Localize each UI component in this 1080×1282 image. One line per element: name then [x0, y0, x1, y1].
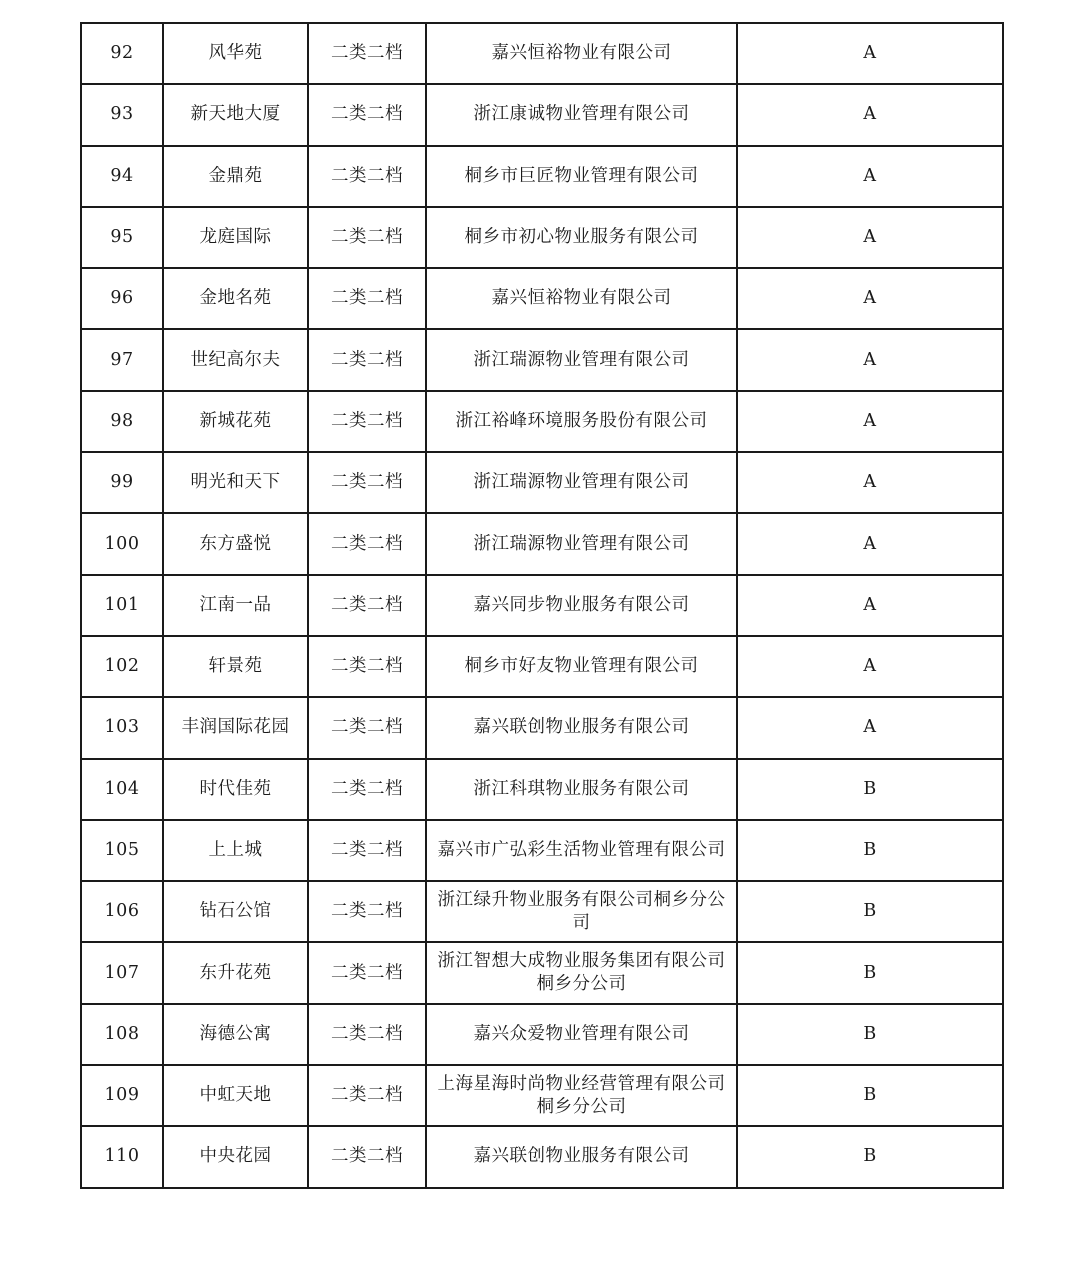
- service-class-cell: 二类二档: [308, 84, 426, 145]
- property-company-cell: 嘉兴联创物业服务有限公司: [426, 697, 737, 758]
- community-name-cell: 东升花苑: [163, 942, 308, 1003]
- table-row: [81, 513, 1003, 574]
- rating-grade-cell: A: [737, 23, 1003, 84]
- row-number-cell: 93: [81, 84, 163, 145]
- property-company-cell: 浙江康诚物业管理有限公司: [426, 84, 737, 145]
- service-class-cell: 二类二档: [308, 268, 426, 329]
- service-class-cell: 二类二档: [308, 1065, 426, 1126]
- table-row: [81, 329, 1003, 390]
- community-name-cell: 金地名苑: [163, 268, 308, 329]
- row-number-cell: 110: [81, 1126, 163, 1187]
- rating-grade-cell: B: [737, 942, 1003, 1003]
- table-row: [81, 1004, 1003, 1065]
- service-class-cell: 二类二档: [308, 23, 426, 84]
- community-name-cell: 中虹天地: [163, 1065, 308, 1126]
- row-number-cell: 109: [81, 1065, 163, 1126]
- table-row: [81, 268, 1003, 329]
- row-number-cell: 101: [81, 575, 163, 636]
- rating-grade-cell: A: [737, 513, 1003, 574]
- community-name-cell: 时代佳苑: [163, 759, 308, 820]
- service-class-cell: 二类二档: [308, 575, 426, 636]
- rating-grade-cell: A: [737, 575, 1003, 636]
- row-number-cell: 95: [81, 207, 163, 268]
- property-company-cell: 浙江瑞源物业管理有限公司: [426, 452, 737, 513]
- community-name-cell: 新城花苑: [163, 391, 308, 452]
- row-number-cell: 98: [81, 391, 163, 452]
- table-row: [81, 820, 1003, 881]
- property-company-cell: 嘉兴恒裕物业有限公司: [426, 23, 737, 84]
- community-name-cell: 丰润国际花园: [163, 697, 308, 758]
- property-company-cell: 浙江绿升物业服务有限公司桐乡分公司: [426, 881, 737, 942]
- row-number-cell: 103: [81, 697, 163, 758]
- community-name-cell: 上上城: [163, 820, 308, 881]
- row-number-cell: 108: [81, 1004, 163, 1065]
- row-number-cell: 107: [81, 942, 163, 1003]
- rating-grade-cell: A: [737, 452, 1003, 513]
- table-row: [81, 452, 1003, 513]
- service-class-cell: 二类二档: [308, 146, 426, 207]
- service-class-cell: 二类二档: [308, 881, 426, 942]
- rating-grade-cell: B: [737, 820, 1003, 881]
- property-company-cell: 嘉兴众爱物业管理有限公司: [426, 1004, 737, 1065]
- table-row: [81, 636, 1003, 697]
- table-row: [81, 391, 1003, 452]
- community-name-cell: 钻石公馆: [163, 881, 308, 942]
- table-row: [81, 23, 1003, 84]
- community-name-cell: 明光和天下: [163, 452, 308, 513]
- rating-grade-cell: A: [737, 146, 1003, 207]
- rating-grade-cell: A: [737, 207, 1003, 268]
- property-company-cell: 嘉兴市广弘彩生活物业管理有限公司: [426, 820, 737, 881]
- rating-grade-cell: B: [737, 759, 1003, 820]
- community-name-cell: 龙庭国际: [163, 207, 308, 268]
- property-company-cell: 浙江瑞源物业管理有限公司: [426, 329, 737, 390]
- rating-grade-cell: A: [737, 84, 1003, 145]
- service-class-cell: 二类二档: [308, 513, 426, 574]
- property-company-cell: 桐乡市巨匠物业管理有限公司: [426, 146, 737, 207]
- community-name-cell: 江南一品: [163, 575, 308, 636]
- row-number-cell: 100: [81, 513, 163, 574]
- property-rating-table-container: [80, 22, 1002, 1189]
- rating-grade-cell: A: [737, 697, 1003, 758]
- community-name-cell: 金鼎苑: [163, 146, 308, 207]
- community-name-cell: 世纪高尔夫: [163, 329, 308, 390]
- service-class-cell: 二类二档: [308, 697, 426, 758]
- table-body: [81, 23, 1003, 1188]
- property-company-cell: 桐乡市好友物业管理有限公司: [426, 636, 737, 697]
- table-row: [81, 207, 1003, 268]
- row-number-cell: 102: [81, 636, 163, 697]
- property-company-cell: 浙江瑞源物业管理有限公司: [426, 513, 737, 574]
- service-class-cell: 二类二档: [308, 391, 426, 452]
- service-class-cell: 二类二档: [308, 452, 426, 513]
- service-class-cell: 二类二档: [308, 1004, 426, 1065]
- table-row: [81, 84, 1003, 145]
- service-class-cell: 二类二档: [308, 207, 426, 268]
- service-class-cell: 二类二档: [308, 759, 426, 820]
- rating-grade-cell: A: [737, 636, 1003, 697]
- rating-grade-cell: A: [737, 329, 1003, 390]
- rating-grade-cell: B: [737, 881, 1003, 942]
- service-class-cell: 二类二档: [308, 329, 426, 390]
- property-company-cell: 嘉兴联创物业服务有限公司: [426, 1126, 737, 1187]
- row-number-cell: 97: [81, 329, 163, 390]
- community-name-cell: 轩景苑: [163, 636, 308, 697]
- property-company-cell: 上海星海时尚物业经营管理有限公司桐乡分公司: [426, 1065, 737, 1126]
- table-row: [81, 1126, 1003, 1187]
- table-row: [81, 697, 1003, 758]
- table-row: [81, 575, 1003, 636]
- row-number-cell: 94: [81, 146, 163, 207]
- table-row: [81, 1065, 1003, 1126]
- rating-grade-cell: A: [737, 268, 1003, 329]
- rating-grade-cell: B: [737, 1126, 1003, 1187]
- rating-grade-cell: B: [737, 1004, 1003, 1065]
- table-row: [81, 759, 1003, 820]
- service-class-cell: 二类二档: [308, 820, 426, 881]
- property-company-cell: 浙江科琪物业服务有限公司: [426, 759, 737, 820]
- rating-grade-cell: A: [737, 391, 1003, 452]
- table-row: [81, 881, 1003, 942]
- service-class-cell: 二类二档: [308, 1126, 426, 1187]
- service-class-cell: 二类二档: [308, 942, 426, 1003]
- property-company-cell: 嘉兴恒裕物业有限公司: [426, 268, 737, 329]
- row-number-cell: 104: [81, 759, 163, 820]
- service-class-cell: 二类二档: [308, 636, 426, 697]
- property-company-cell: 浙江智想大成物业服务集团有限公司桐乡分公司: [426, 942, 737, 1003]
- row-number-cell: 96: [81, 268, 163, 329]
- property-company-cell: 嘉兴同步物业服务有限公司: [426, 575, 737, 636]
- table-row: [81, 942, 1003, 1003]
- property-company-cell: 桐乡市初心物业服务有限公司: [426, 207, 737, 268]
- community-name-cell: 风华苑: [163, 23, 308, 84]
- community-name-cell: 新天地大厦: [163, 84, 308, 145]
- property-rating-table: [80, 22, 1004, 1189]
- property-company-cell: 浙江裕峰环境服务股份有限公司: [426, 391, 737, 452]
- row-number-cell: 99: [81, 452, 163, 513]
- community-name-cell: 中央花园: [163, 1126, 308, 1187]
- table-row: [81, 146, 1003, 207]
- community-name-cell: 海德公寓: [163, 1004, 308, 1065]
- row-number-cell: 92: [81, 23, 163, 84]
- row-number-cell: 105: [81, 820, 163, 881]
- rating-grade-cell: B: [737, 1065, 1003, 1126]
- row-number-cell: 106: [81, 881, 163, 942]
- community-name-cell: 东方盛悦: [163, 513, 308, 574]
